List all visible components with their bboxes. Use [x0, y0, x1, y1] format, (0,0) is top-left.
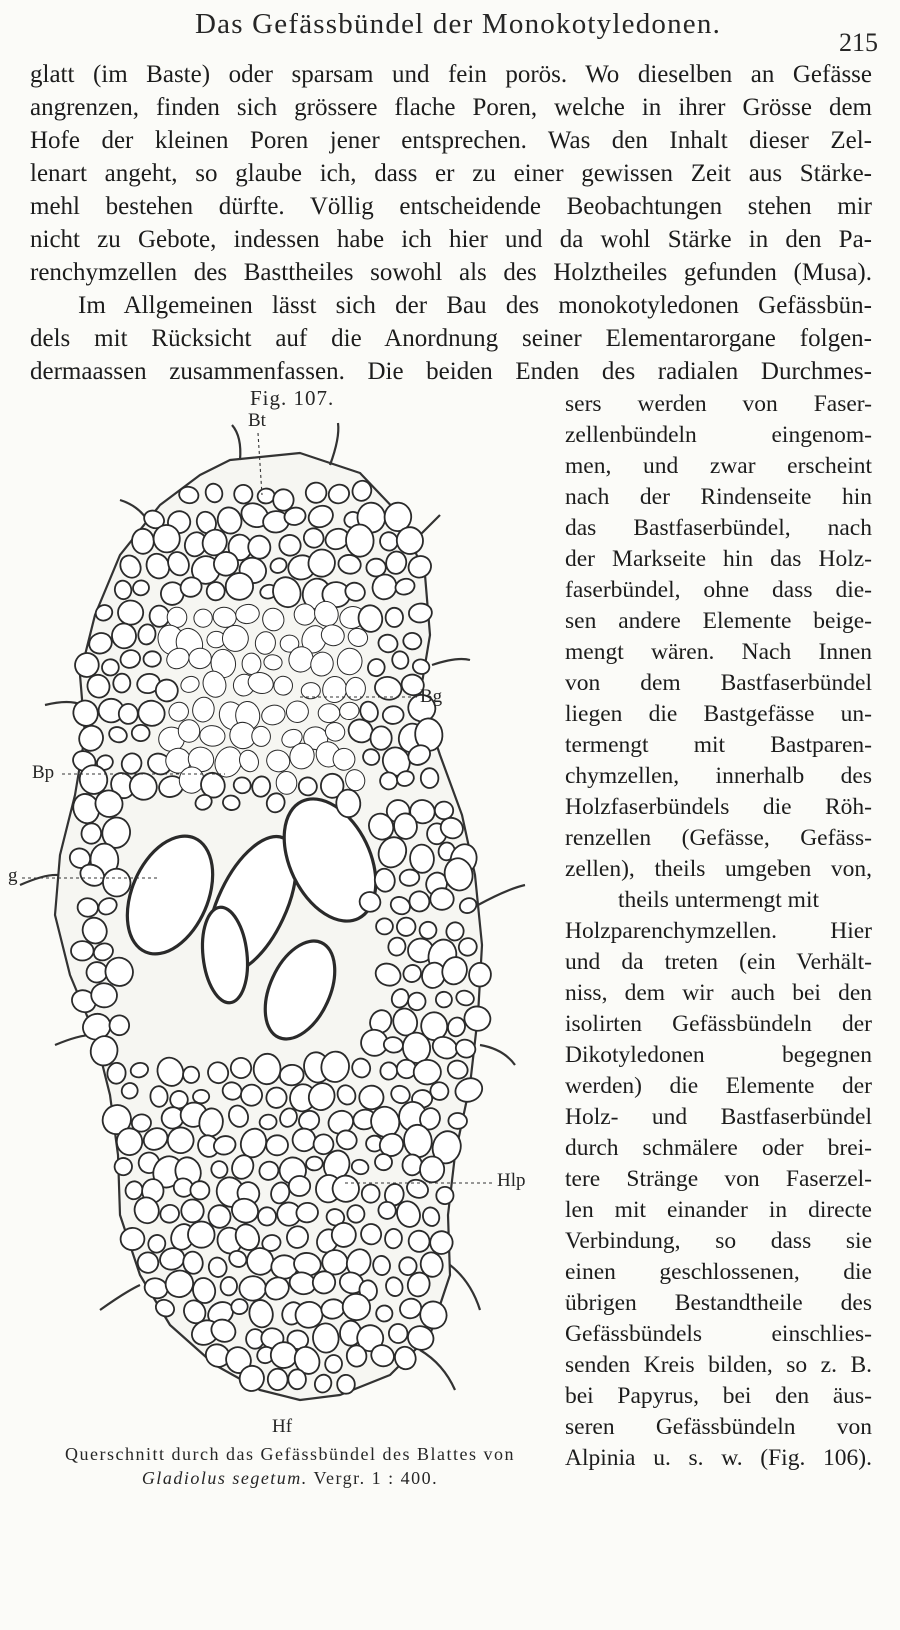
label-hf: Hf — [272, 1416, 293, 1437]
column-line: übrigen Bestandtheile des — [565, 1290, 872, 1316]
fibre-cell — [345, 524, 374, 557]
running-title: Das Gefässbündel der Monokotyledonen. — [195, 8, 722, 40]
outline-spur — [20, 875, 58, 885]
column-line: tere Stränge von Faserzel- — [565, 1166, 872, 1192]
fibre-cell — [239, 1276, 267, 1302]
fibre-cell — [132, 529, 154, 554]
text-line: nicht zu Gebote, indessen habe ich hier und da wohl Stärke in den Pa- — [30, 226, 872, 253]
column-line: das Bastfaserbündel, nach — [565, 515, 872, 541]
fibre-cell — [143, 651, 161, 667]
page-number: 215 — [839, 28, 878, 57]
phloem-cell — [178, 719, 200, 742]
text-line: Hofe der kleinen Poren jener entsprechen. Was den Inhalt dieser Zel- — [30, 127, 872, 154]
label-hlp: Hlp — [497, 1170, 526, 1191]
magnification: Vergr. 1 : 400. — [313, 1468, 439, 1488]
phloem-cell — [276, 771, 298, 795]
fibre-cell — [71, 941, 94, 960]
fibre-cell — [448, 1113, 467, 1130]
cross-section-drawing — [0, 405, 560, 1435]
fibre-cell — [306, 1156, 323, 1171]
column-line: men, und zwar erscheint — [565, 453, 872, 479]
column-line: nach der Rindenseite hin — [565, 484, 872, 510]
fibre-cell — [421, 768, 439, 788]
column-line: Holzparenchymzellen. Hier — [565, 918, 872, 944]
phloem-cell — [301, 682, 321, 699]
text-line: dermaassen zusammenfassen. Die beiden Enden des radialen Durchmes- — [30, 358, 872, 385]
fibre-cell — [288, 1369, 307, 1390]
column-line: theils untermengt mit — [617, 887, 820, 913]
outline-spur — [432, 659, 470, 665]
column-line: chymzellen, innerhalb des — [565, 763, 872, 789]
species-name: Gladiolus segetum. — [141, 1468, 308, 1488]
column-line: bei Papyrus, bei den äus- — [565, 1383, 872, 1409]
fibre-cell — [116, 1127, 143, 1155]
figure-caption-line-1: Querschnitt durch das Gefässbündel des Blattes von — [65, 1444, 515, 1464]
column-line: und da treten (ein Verhält- — [565, 949, 872, 975]
fibre-cell — [430, 888, 454, 910]
fibre-cell — [190, 1181, 209, 1200]
label-bp: Bp — [32, 762, 55, 783]
column-line: mengt wären. Nach Innen — [565, 639, 872, 665]
column-line: Verbindung, so dass sie — [565, 1228, 872, 1254]
fibre-cell — [399, 1257, 418, 1276]
column-line: sers werden von Faser- — [565, 391, 872, 417]
fibre-cell — [288, 1176, 310, 1197]
fibre-cell — [385, 608, 403, 628]
fibre-cell — [120, 1227, 145, 1250]
column-line: werden) die Elemente der — [565, 1073, 872, 1099]
fibre-cell — [413, 1059, 441, 1085]
fibre-cell — [118, 600, 144, 625]
outline-spur — [420, 1350, 455, 1390]
fibre-cell — [188, 1221, 215, 1247]
fibre-cell — [131, 725, 149, 742]
phloem-cell — [188, 648, 211, 669]
text-line: lenart angeht, so glaube ich, dass er zu einer gewissen Zeit aus Stärke- — [30, 160, 872, 187]
fibre-cell — [419, 1156, 445, 1183]
column-line: renzellen (Gefässe, Gefäss- — [565, 825, 872, 851]
fibre-cell — [101, 658, 120, 676]
fibre-cell — [362, 1184, 380, 1203]
column-line: liegen die Bastgefässe un- — [565, 701, 872, 727]
text-line: renchymzellen des Basttheiles sowohl als des Holztheiles gefunden (Musa). — [30, 259, 872, 286]
column-line: sen andere Elemente beige- — [565, 608, 872, 634]
fibre-cell — [253, 1053, 282, 1085]
column-line: einen geschlossenen, die — [565, 1259, 872, 1285]
column-line: niss, dem wir auch bei den — [565, 980, 872, 1006]
column-line: zellen), theils umgeben von, — [565, 856, 872, 882]
phloem-cell — [242, 653, 261, 675]
running-header — [0, 6, 900, 57]
outline-spur — [478, 885, 525, 905]
column-line: Dikotyledonen begegnen — [565, 1042, 872, 1068]
fibre-cell — [206, 581, 226, 601]
text-line: glatt (im Baste) oder sparsam und fein porös. Wo dieselben an Gefässe — [30, 61, 872, 88]
fibre-cell — [231, 1299, 248, 1315]
fibre-cell — [436, 1187, 454, 1205]
column-line: isolirten Gefässbündeln der — [565, 1011, 872, 1037]
fibre-cell — [435, 991, 453, 1009]
text-line: dels mit Rücksicht auf die Anordnung seiner Elementarorgane folgen- — [30, 325, 872, 352]
column-line: zellenbündeln eingenom- — [565, 422, 872, 448]
outline-spur — [100, 1285, 140, 1310]
fibre-cell — [150, 1086, 169, 1108]
outline-spur — [450, 1265, 480, 1310]
label-g: g — [8, 865, 18, 886]
column-line: seren Gefässbündeln von — [565, 1414, 872, 1440]
figure-caption-line-2 — [25, 1468, 555, 1489]
fibre-cell — [335, 789, 361, 818]
column-line: durch schmälere oder brei- — [565, 1135, 872, 1161]
outline-spur — [480, 1045, 515, 1065]
column-line: faserbündel, ohne dass die- — [565, 577, 872, 603]
fibre-cell — [382, 706, 404, 725]
fibre-cell — [119, 704, 138, 724]
column-line: Holzfaserbündels die Röh- — [565, 794, 872, 820]
fibre-cell — [193, 1090, 210, 1104]
text-line: Im Allgemeinen lässt sich der Bau des monokotyledonen Gefässbün- — [78, 292, 872, 319]
outline-spur — [330, 423, 338, 465]
figure-label: Fig. 107. — [250, 386, 335, 410]
column-line: Alpinia u. s. w. (Fig. 106). — [565, 1445, 872, 1471]
text-line: angrenzen, finden sich grössere flache Poren, welche in ihrer Grösse dem — [30, 94, 872, 121]
fibre-cell — [374, 1153, 393, 1171]
column-line: Holz- und Bastfaserbündel — [565, 1104, 872, 1130]
column-line: Gefässbündels einschlies- — [565, 1321, 872, 1347]
fibre-cell — [266, 1135, 288, 1156]
outline-spur — [232, 425, 240, 460]
column-line: senden Kreis bilden, so z. B. — [565, 1352, 872, 1378]
fibre-cell — [336, 1374, 355, 1394]
column-line: len mit einander in directe — [565, 1197, 872, 1223]
phloem-cell — [318, 704, 340, 723]
fibre-cell — [370, 726, 392, 750]
column-line: von dem Bastfaserbündel — [565, 670, 872, 696]
fibre-cell — [380, 1062, 398, 1080]
label-bt: Bt — [248, 410, 266, 431]
column-line: termengt mit Bastparen- — [565, 732, 872, 758]
label-bg: Bg — [420, 686, 443, 707]
column-line: der Markseite hin das Holz- — [565, 546, 872, 572]
fibre-cell — [153, 524, 181, 553]
text-line: mehl bestehen dürfte. Völlig entscheidende Beobachtungen stehen mir — [30, 193, 872, 220]
fibre-cell — [268, 1369, 288, 1391]
fibre-cell — [376, 918, 393, 935]
